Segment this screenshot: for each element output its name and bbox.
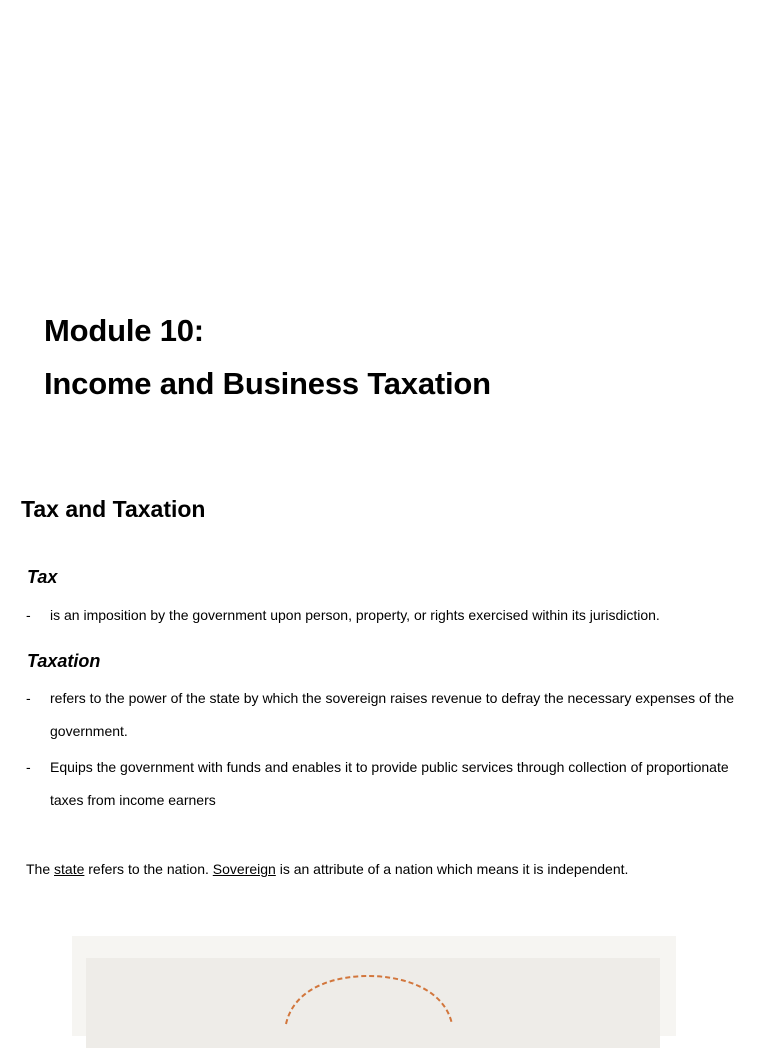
term-tax: Tax bbox=[27, 567, 58, 587]
dashed-oval-outline bbox=[72, 936, 676, 1036]
taxation-definition-text: refers to the power of the state by which the sovereign raises revenue to defray the necessary expenses of the government. bbox=[50, 690, 735, 739]
illustration-figure bbox=[72, 936, 676, 1036]
module-title bbox=[44, 304, 491, 410]
tax-definition-bullet bbox=[26, 599, 756, 632]
term-taxation: Taxation bbox=[27, 651, 101, 671]
note-term-state: state bbox=[54, 861, 85, 877]
bullet-dash: - bbox=[26, 690, 31, 706]
module-number: Module 10: bbox=[44, 313, 204, 348]
section-heading: Tax and Taxation bbox=[21, 496, 206, 522]
note-part-3: is an attribute of a nation which means it is independent. bbox=[275, 861, 629, 877]
taxation-definition-bullet bbox=[26, 682, 756, 748]
taxation-purpose-bullet bbox=[26, 751, 756, 817]
note-part-1: The bbox=[26, 861, 55, 877]
note-part-2: refers to the nation. bbox=[84, 861, 213, 877]
bullet-dash: - bbox=[26, 607, 31, 623]
bullet-dash: - bbox=[26, 759, 31, 775]
state-sovereign-note bbox=[26, 856, 628, 882]
taxation-purpose-text: Equips the government with funds and enables it to provide public services through collection of proportionate taxes from income earners bbox=[50, 759, 729, 808]
note-term-sovereign: Sovereign bbox=[212, 861, 276, 877]
tax-definition-text: is an imposition by the government upon person, property, or rights exercised within its jurisdiction. bbox=[50, 607, 660, 623]
module-name: Income and Business Taxation bbox=[44, 366, 491, 401]
dashed-oval-arc bbox=[286, 976, 452, 1024]
